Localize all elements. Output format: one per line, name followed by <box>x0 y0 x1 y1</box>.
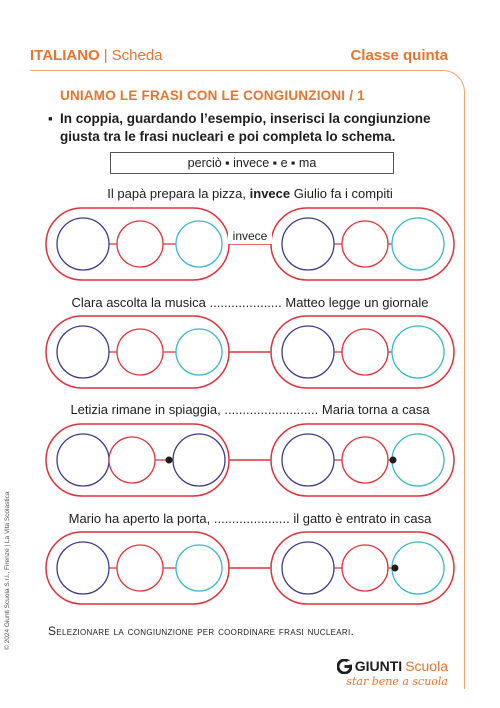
sentence-1-conjunction: invece <box>249 186 291 201</box>
subject-circle[interactable] <box>57 542 109 594</box>
subject-circle[interactable] <box>57 434 109 486</box>
sentence-2-after: Matteo legge un giornale <box>281 295 429 310</box>
sentence-1-before: Il papà prepara la pizza, <box>107 186 250 201</box>
diagram-row-3 <box>46 424 454 496</box>
giunti-g-icon <box>337 659 352 674</box>
complement-circle[interactable] <box>392 542 444 594</box>
verb-circle[interactable] <box>342 329 388 375</box>
verb-circle[interactable] <box>117 545 163 591</box>
verb-circle[interactable] <box>342 545 388 591</box>
link-label: invece <box>232 229 268 243</box>
class-label: Classe quinta <box>350 47 448 64</box>
verb-circle[interactable] <box>117 329 163 375</box>
instruction-bullet: ▪ <box>48 111 53 126</box>
sentence-4-before: Mario ha aperto la porta, <box>68 511 214 526</box>
second-subject-circle[interactable] <box>173 434 225 486</box>
verb-circle[interactable] <box>342 221 388 267</box>
junction-dot <box>392 565 399 572</box>
subject-circle[interactable] <box>57 218 109 270</box>
sentence-3-blank[interactable]: .......................... <box>224 402 319 417</box>
diagram-row-4 <box>46 532 454 604</box>
diagram-row-1 <box>46 208 454 280</box>
sentence-3-after: Maria torna a casa <box>318 402 430 417</box>
sentence-4-blank[interactable]: ..................... <box>213 511 290 526</box>
subject-circle[interactable] <box>57 326 109 378</box>
junction-dot <box>390 457 397 464</box>
header-separator: | <box>103 47 108 64</box>
publisher-logo <box>337 658 448 688</box>
complement-circle[interactable] <box>176 329 222 375</box>
conjunction-word-box: perciò ▪ invece ▪ e ▪ ma <box>110 152 394 174</box>
complement-circle[interactable] <box>392 326 444 378</box>
instruction-text: In coppia, guardando l’esempio, inserisci la congiunzione giusta tra le frasi nucleari e poi completa lo schema. <box>60 111 431 144</box>
sentence-2-blank[interactable]: .................... <box>209 295 282 310</box>
logo-tagline: star bene a scuola <box>346 675 448 688</box>
logo-brand-2: Scuola <box>405 658 448 674</box>
subject-circle[interactable] <box>282 434 334 486</box>
sheet-label: Scheda <box>111 47 163 64</box>
logo-wordmark <box>337 658 448 674</box>
sentence-2-before: Clara ascolta la musica <box>71 295 210 310</box>
copyright-credit: © 2024 Giunti Scuola S.r.l., Firenze | La Vita Scolastica <box>4 491 11 650</box>
complement-circle[interactable] <box>176 545 222 591</box>
verb-circle[interactable] <box>342 437 388 483</box>
sentence-1-after: Giulio fa i compiti <box>290 186 393 201</box>
verb-circle[interactable] <box>117 221 163 267</box>
complement-circle[interactable] <box>392 434 444 486</box>
logo-brand: GIUNTI <box>354 658 403 674</box>
subject-circle[interactable] <box>282 326 334 378</box>
sentence-3-before: Letizia rimane in spiaggia, <box>70 402 225 417</box>
sentence-4-after: il gatto è entrato in casa <box>289 511 432 526</box>
page-title: UNIAMO LE FRASI CON LE CONGIUNZIONI / 1 <box>60 88 365 103</box>
junction-dot <box>166 457 173 464</box>
complement-circle[interactable] <box>392 218 444 270</box>
subject-circle[interactable] <box>282 218 334 270</box>
subject-circle[interactable] <box>282 542 334 594</box>
verb-circle[interactable] <box>109 437 155 483</box>
diagram-row-2 <box>46 316 454 388</box>
complement-circle[interactable] <box>176 221 222 267</box>
footer-note: Selezionare la congiunzione per coordinare frasi nucleari. <box>48 624 355 638</box>
subject-label: ITALIANO <box>30 47 100 64</box>
